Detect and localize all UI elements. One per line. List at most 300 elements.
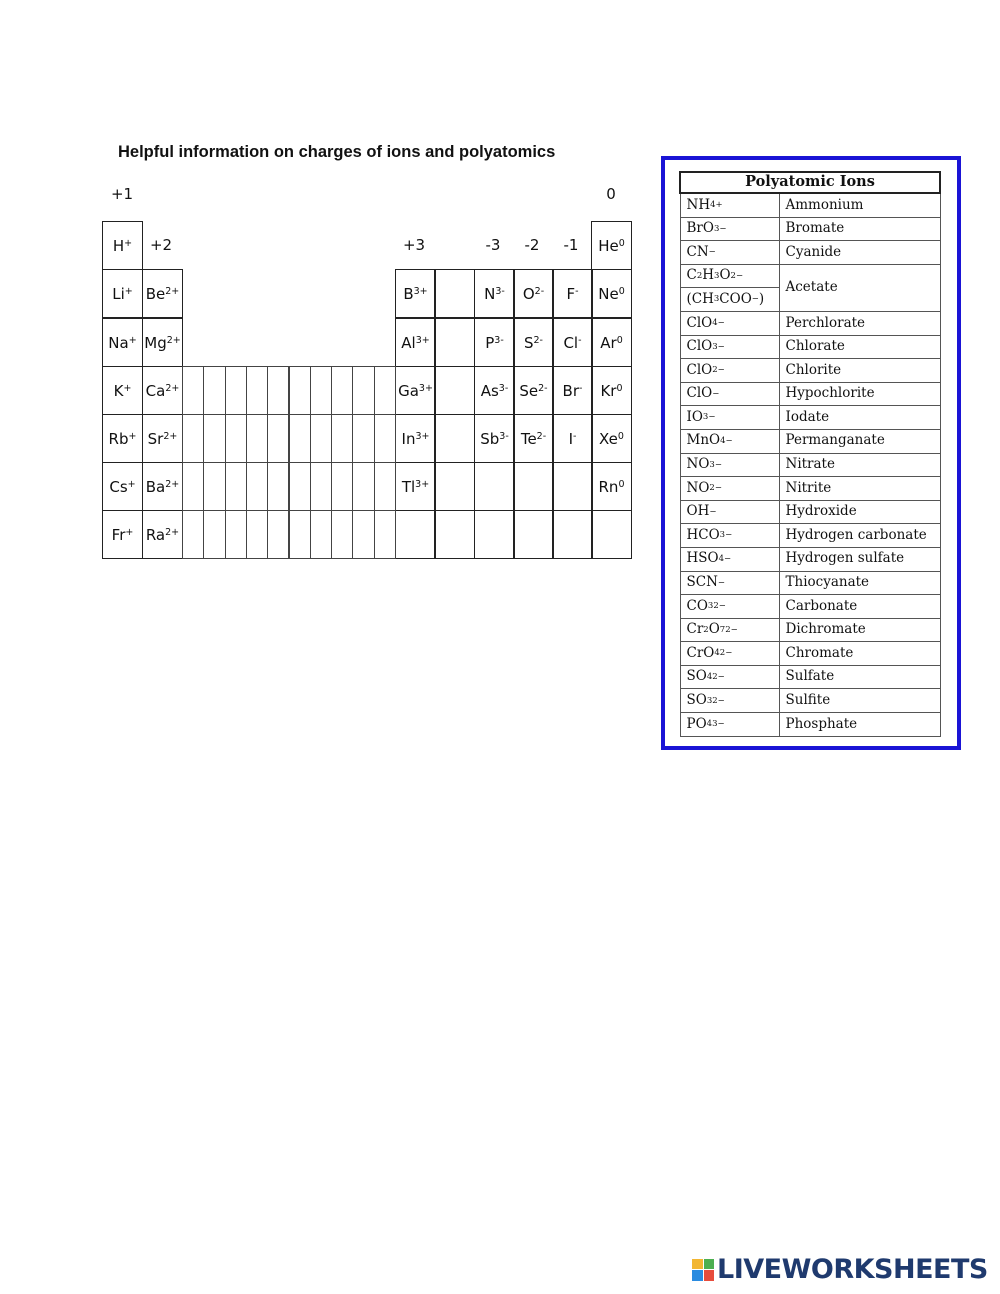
formula-text: ClO — [686, 314, 713, 331]
ion-name: Thiocyanate — [779, 571, 940, 595]
ion-row — [680, 359, 940, 383]
ion-row — [680, 689, 940, 713]
ion-charge: 3+ — [415, 479, 430, 490]
element-cell-i — [552, 414, 593, 463]
transition-metal-cell — [203, 462, 225, 511]
group-charge-label: -1 — [563, 236, 579, 254]
group-charge-label: -3 — [485, 236, 501, 254]
ion-name: Hydrogen carbonate — [779, 524, 940, 548]
formula-text: HSO — [686, 550, 719, 567]
formula-text: PO — [686, 715, 707, 732]
logo-square — [692, 1259, 703, 1270]
transition-metal-cell — [182, 414, 204, 463]
ion-row — [680, 665, 940, 689]
element-cell-rb — [102, 414, 143, 463]
element-symbol: O — [522, 284, 535, 303]
element-cell-p — [474, 318, 515, 367]
formula-subscript: 2 — [709, 483, 715, 494]
formula-charge: − — [725, 435, 733, 446]
polyatomic-ions-table — [679, 171, 941, 737]
ion-formula — [687, 694, 725, 708]
formula-text: CrO — [686, 644, 715, 661]
formula-charge: 2− — [719, 648, 733, 659]
formula-subscript: 3 — [702, 412, 709, 423]
element-symbol: Ar — [600, 333, 617, 352]
formula-text: C — [686, 267, 697, 284]
empty-element-cell — [552, 462, 593, 511]
logo-text: LIVEWORKSHEETS — [717, 1254, 988, 1285]
ion-charge: + — [123, 383, 132, 394]
element-cell-ba — [142, 462, 183, 511]
ion-row — [680, 524, 940, 548]
element-cell-n — [474, 269, 515, 318]
formula-cell — [680, 241, 779, 265]
formula-cell — [680, 477, 779, 501]
ion-formula — [686, 314, 725, 331]
transition-metal-cell — [289, 366, 311, 415]
ion-name: Nitrate — [779, 453, 940, 477]
element-cell-s — [513, 318, 554, 367]
ion-name: Carbonate — [779, 595, 940, 619]
element-cell-he — [591, 221, 632, 270]
transition-metal-cell — [289, 510, 311, 559]
polyatomic-table-title: Polyatomic Ions — [680, 172, 940, 193]
formula-subscript: 3 — [719, 530, 726, 541]
element-cell-br — [552, 366, 593, 415]
ion-row — [680, 500, 940, 524]
element-cell-o — [513, 269, 554, 318]
ion-charge: 2+ — [165, 527, 180, 538]
ion-charge: 2- — [538, 383, 548, 394]
transition-metal-cell — [289, 414, 311, 463]
ion-name: Hydrogen sulfate — [779, 547, 940, 571]
group-charge-label: +3 — [402, 236, 426, 254]
empty-element-cell — [434, 318, 475, 367]
element-symbol: Na — [108, 333, 129, 352]
formula-text: ClO — [686, 338, 713, 355]
formula-cell — [680, 359, 779, 383]
ion-charge: 2+ — [165, 286, 180, 297]
transition-metal-cell — [225, 510, 247, 559]
formula-text: O — [708, 621, 720, 638]
element-symbol: Ne — [598, 284, 619, 303]
formula-cell — [680, 547, 779, 571]
formula-text: SO — [686, 668, 707, 685]
element-symbol: Rb — [108, 429, 129, 448]
formula-cell — [680, 429, 779, 453]
formula-charge: − — [714, 459, 722, 470]
ion-row — [680, 217, 940, 241]
formula-charge: − — [714, 483, 722, 494]
formula-text: ClO — [686, 385, 713, 402]
transition-metal-cell — [246, 510, 268, 559]
element-cell-sb — [474, 414, 515, 463]
transition-metal-cell — [374, 414, 396, 463]
element-cell-li — [102, 269, 143, 318]
element-symbol: Ra — [145, 525, 166, 544]
transition-metal-cell — [182, 366, 204, 415]
element-symbol: Sr — [147, 429, 164, 448]
formula-charge: − — [735, 270, 744, 281]
element-symbol: F — [566, 284, 576, 303]
group-charge-label: -2 — [524, 236, 540, 254]
formula-cell — [680, 689, 779, 713]
formula-cell — [680, 217, 779, 241]
formula-cell — [680, 618, 779, 642]
ion-name: Chromate — [779, 642, 940, 666]
transition-metal-cell — [246, 366, 268, 415]
formula-charge: − — [717, 318, 725, 329]
formula-text: ClO — [686, 361, 713, 378]
ion-charge: 2- — [534, 286, 545, 297]
ion-formula — [687, 340, 725, 354]
ion-name: Iodate — [779, 406, 940, 430]
group-charge-label: 0 — [606, 185, 616, 203]
ion-row — [680, 193, 940, 217]
element-symbol: He — [598, 236, 619, 255]
element-cell-al — [395, 318, 436, 367]
empty-element-cell — [513, 510, 554, 559]
formula-subscript: 2 — [703, 624, 709, 635]
element-symbol: Li — [112, 284, 125, 303]
ion-charge: - — [579, 383, 583, 394]
ion-name: Cyanide — [779, 241, 940, 265]
formula-cell — [680, 571, 779, 595]
element-symbol: I — [568, 429, 573, 448]
element-cell-xe — [591, 414, 632, 463]
ion-formula — [687, 387, 720, 401]
formula-charge: 3− — [712, 719, 725, 730]
formula-charge: 2− — [713, 601, 726, 612]
group-charge-label: +2 — [149, 236, 173, 254]
ion-row — [680, 264, 940, 288]
formula-text: SCN — [686, 574, 718, 591]
element-symbol: Se — [519, 381, 539, 400]
ion-formula — [686, 526, 733, 543]
formula-charge: − — [717, 577, 726, 588]
element-symbol: Sb — [480, 429, 500, 448]
element-cell-in — [395, 414, 436, 463]
ion-charge: 2+ — [165, 383, 180, 394]
ion-row — [680, 477, 940, 501]
formula-cell — [680, 500, 779, 524]
element-cell-ca — [142, 366, 183, 415]
empty-element-cell — [513, 462, 554, 511]
formula-text: BrO — [686, 220, 714, 237]
formula-text: Cr — [686, 621, 704, 638]
page-heading: Helpful information on charges of ions and polyatomics — [118, 143, 556, 161]
element-cell-te — [513, 414, 554, 463]
ion-charge: + — [127, 479, 136, 490]
empty-element-cell — [434, 269, 475, 318]
formula-subscript: 3 — [712, 341, 718, 352]
ion-row — [680, 618, 940, 642]
transition-metal-cell — [352, 510, 374, 559]
formula-charge: − — [709, 506, 717, 517]
ion-row — [680, 547, 940, 571]
ion-charge: - — [573, 431, 577, 442]
formula-subscript: 4 — [720, 435, 726, 446]
ion-charge: 3+ — [415, 335, 430, 346]
ion-charge: 0 — [618, 238, 625, 249]
transition-metal-cell — [267, 366, 289, 415]
formula-text: HCO — [686, 526, 720, 543]
transition-metal-cell — [310, 366, 332, 415]
formula-charge: − — [725, 530, 733, 541]
ion-charge: 3- — [499, 431, 509, 442]
element-cell-kr — [591, 366, 632, 415]
formula-cell — [680, 713, 779, 737]
logo-square — [704, 1270, 715, 1281]
empty-element-cell — [474, 510, 515, 559]
element-symbol: Cs — [109, 477, 128, 496]
ion-name: Acetate — [779, 264, 940, 311]
formula-charge: 2− — [712, 671, 725, 682]
group-charge-label: +1 — [110, 185, 134, 203]
element-symbol: H — [112, 236, 125, 255]
formula-subscript: 3 — [713, 294, 720, 305]
formula-subscript: 4 — [706, 719, 713, 730]
formula-text: O — [719, 267, 731, 284]
element-symbol: P — [485, 333, 495, 352]
ion-charge: 2+ — [165, 479, 180, 490]
transition-metal-cell — [310, 462, 332, 511]
formula-cell — [680, 382, 779, 406]
transition-metal-cell — [203, 510, 225, 559]
element-symbol: Ga — [398, 381, 419, 400]
formula-cell — [680, 406, 779, 430]
ion-charge: 2+ — [166, 335, 181, 346]
ion-charge: 3+ — [418, 383, 433, 394]
element-symbol: In — [401, 429, 416, 448]
transition-metal-cell — [331, 414, 353, 463]
empty-element-cell — [552, 510, 593, 559]
ion-name: Hypochlorite — [779, 382, 940, 406]
ion-row — [680, 335, 940, 359]
transition-metal-cell — [374, 510, 396, 559]
formula-subscript: 4 — [718, 553, 725, 564]
element-cell-na — [102, 318, 143, 367]
ion-charge: 2+ — [163, 431, 178, 442]
ion-row — [680, 429, 940, 453]
ion-charge: 0 — [618, 479, 625, 490]
formula-cell — [680, 288, 779, 312]
transition-metal-cell — [331, 510, 353, 559]
transition-metal-cell — [331, 366, 353, 415]
formula-subscript: 3 — [713, 223, 720, 234]
ion-row — [680, 406, 940, 430]
empty-element-cell — [591, 510, 632, 559]
ion-formula — [686, 597, 726, 614]
element-cell-mg — [142, 318, 183, 367]
element-cell-ne — [591, 269, 632, 318]
element-symbol: Ca — [145, 381, 166, 400]
ion-formula — [686, 243, 716, 260]
transition-metal-cell — [182, 462, 204, 511]
formula-text: CO — [686, 597, 708, 614]
element-symbol: Al — [401, 333, 416, 352]
element-cell-b — [395, 269, 436, 318]
formula-cell — [680, 642, 779, 666]
transition-metal-cell — [310, 414, 332, 463]
formula-text: IO — [686, 408, 703, 425]
formula-cell — [680, 665, 779, 689]
formula-charge: + — [715, 200, 723, 211]
ion-charge: 3+ — [413, 286, 428, 297]
formula-cell — [680, 335, 779, 359]
formula-charge: − — [708, 247, 716, 258]
liveworksheets-logo — [692, 1254, 988, 1285]
formula-text: NO — [686, 479, 710, 496]
element-cell-sr — [142, 414, 183, 463]
ion-formula — [687, 269, 744, 283]
ion-charge: 3- — [495, 286, 505, 297]
formula-text: OH — [686, 503, 710, 520]
element-cell-k — [102, 366, 143, 415]
element-symbol: Fr — [111, 525, 126, 544]
formula-charge: − — [717, 365, 725, 376]
formula-cell — [680, 311, 779, 335]
transition-metal-cell — [225, 462, 247, 511]
element-symbol: Rn — [598, 477, 619, 496]
empty-element-cell — [395, 510, 436, 559]
transition-metal-cell — [182, 510, 204, 559]
ion-name: Phosphate — [779, 713, 940, 737]
ion-row — [680, 453, 940, 477]
ion-formula — [687, 670, 725, 684]
element-cell-fr — [102, 510, 143, 559]
ion-formula — [686, 290, 765, 307]
formula-subscript: 3 — [709, 459, 715, 470]
formula-cell — [680, 524, 779, 548]
ion-charge: + — [128, 335, 137, 346]
empty-element-cell — [434, 366, 475, 415]
ion-name: Chlorate — [779, 335, 940, 359]
element-symbol: K — [113, 381, 124, 400]
transition-metal-cell — [310, 510, 332, 559]
ion-row — [680, 713, 940, 737]
logo-square — [692, 1270, 703, 1281]
element-symbol: Be — [145, 284, 166, 303]
ion-row — [680, 571, 940, 595]
empty-element-cell — [434, 462, 475, 511]
empty-element-cell — [434, 414, 475, 463]
ion-name: Perchlorate — [779, 311, 940, 335]
formula-subscript: 4 — [712, 318, 718, 329]
formula-subscript: 4 — [714, 648, 720, 659]
element-cell-ar — [591, 318, 632, 367]
transition-metal-cell — [246, 462, 268, 511]
ion-name: Hydroxide — [779, 500, 940, 524]
ion-charge: + — [125, 527, 134, 538]
element-symbol: B — [403, 284, 414, 303]
ion-charge: 3+ — [415, 431, 430, 442]
ion-charge: + — [128, 431, 137, 442]
ion-name: Sulfite — [779, 689, 940, 713]
ion-formula — [687, 434, 733, 448]
ion-row — [680, 241, 940, 265]
formula-subscript: 3 — [707, 601, 714, 612]
element-symbol: Cl — [563, 333, 579, 352]
ion-charge: + — [124, 286, 133, 297]
ion-name: Dichromate — [779, 618, 940, 642]
element-cell-be — [142, 269, 183, 318]
ion-charge: 0 — [616, 335, 623, 346]
formula-subscript: 7 — [719, 624, 726, 635]
logo-icon — [692, 1259, 714, 1281]
ion-formula — [686, 361, 725, 378]
element-cell-cl — [552, 318, 593, 367]
formula-charge: − — [708, 412, 716, 423]
formula-text: ) — [758, 290, 765, 307]
ion-charge: 0 — [618, 286, 625, 297]
ion-charge: - — [578, 335, 582, 346]
ion-name: Chlorite — [779, 359, 940, 383]
ion-charge: 2- — [533, 335, 543, 346]
ion-formula — [687, 458, 722, 472]
ion-name: Nitrite — [779, 477, 940, 501]
formula-cell — [680, 264, 779, 288]
formula-text: COO — [719, 290, 752, 307]
ion-charge: 3- — [494, 335, 504, 346]
ion-row — [680, 595, 940, 619]
formula-subscript: 3 — [706, 695, 713, 706]
ion-charge: - — [575, 286, 579, 297]
element-symbol: Xe — [599, 429, 618, 448]
element-cell-ra — [142, 510, 183, 559]
formula-text: SO — [686, 692, 707, 709]
ion-formula — [686, 196, 723, 213]
formula-subscript: 2 — [696, 270, 703, 281]
transition-metal-cell — [331, 462, 353, 511]
transition-metal-cell — [267, 510, 289, 559]
formula-text: NO — [686, 456, 710, 473]
formula-charge: 2− — [725, 624, 738, 635]
element-cell-tl — [395, 462, 436, 511]
transition-metal-cell — [267, 462, 289, 511]
element-symbol: N — [484, 284, 496, 303]
element-symbol: Tl — [401, 477, 416, 496]
element-cell-ga — [395, 366, 436, 415]
ion-formula — [687, 552, 732, 566]
formula-text: H — [702, 267, 715, 284]
ion-formula — [687, 623, 738, 637]
element-symbol: S — [523, 333, 534, 352]
element-cell-se — [513, 366, 554, 415]
transition-metal-cell — [203, 414, 225, 463]
formula-text: MnO — [686, 432, 721, 449]
formula-text: CN — [686, 243, 709, 260]
element-symbol: As — [480, 381, 499, 400]
element-cell-rn — [591, 462, 632, 511]
transition-metal-cell — [203, 366, 225, 415]
ion-name: Sulfate — [779, 665, 940, 689]
empty-element-cell — [434, 510, 475, 559]
element-symbol: Kr — [600, 381, 617, 400]
formula-charge: − — [712, 388, 720, 399]
ion-row — [680, 311, 940, 335]
ion-row — [680, 642, 940, 666]
ion-name: Bromate — [779, 217, 940, 241]
transition-metal-cell — [352, 414, 374, 463]
ion-formula — [687, 505, 717, 519]
ion-charge: 2- — [536, 431, 547, 442]
ion-charge: 0 — [617, 431, 624, 442]
empty-element-cell — [474, 462, 515, 511]
element-symbol: Ba — [145, 477, 166, 496]
ion-formula — [687, 576, 726, 590]
formula-cell — [680, 193, 779, 217]
